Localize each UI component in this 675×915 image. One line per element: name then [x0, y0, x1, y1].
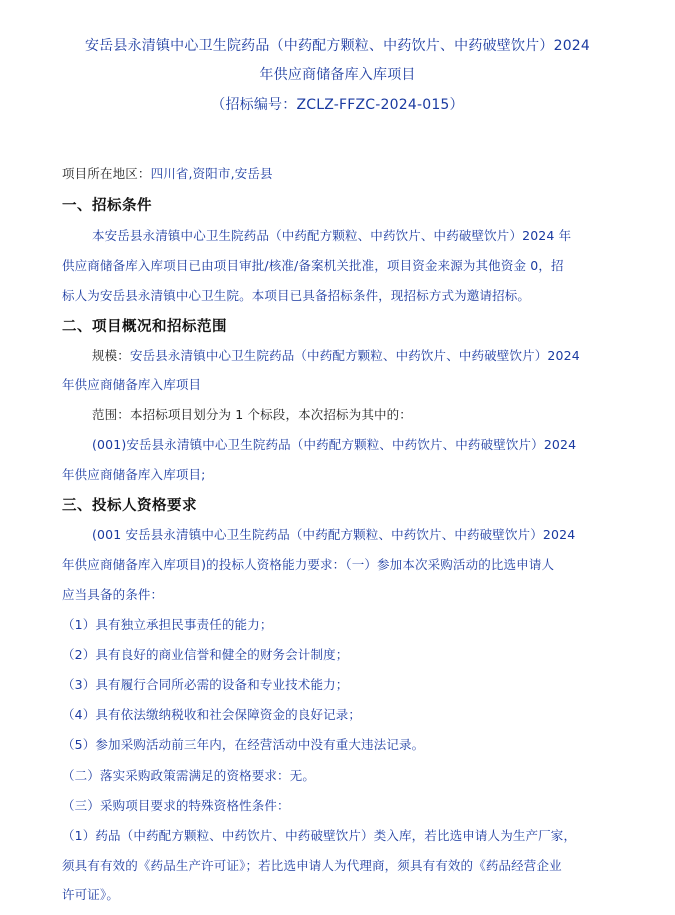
requirement-item: （1）具有独立承担民事责任的能力； [62, 617, 273, 632]
requirement-item: （2）具有良好的商业信誉和健全的财务会计制度； [62, 647, 349, 662]
requirement-item: （二）落实采购政策需满足的资格要求：无。 [62, 768, 316, 783]
qualification-intro-line-3: 应当具备的条件： [62, 587, 164, 602]
scale-line-2: 年供应商储备库入库项目 [62, 377, 202, 392]
requirement-item: （5）参加采购活动前三年内，在经营活动中没有重大违法记录。 [62, 737, 425, 752]
section-1-heading: 一、招标条件 [62, 198, 152, 214]
section-2-heading: 二、项目概况和招标范围 [62, 319, 227, 335]
location-value: 四川省,资阳市,安岳县 [150, 166, 273, 181]
scale-label: 规模： [92, 348, 130, 363]
section-1-line-3: 标人为安岳县永清镇中心卫生院。本项目已具备招标条件，现招标方式为邀请招标。 [62, 288, 531, 303]
section-1-line-2: 供应商储备库入库项目已由项目审批/核准/备案机关批准，项目资金来源为其他资金 0，招 [62, 258, 564, 273]
document-title-line-2: 年供应商储备库入库项目 [259, 67, 416, 83]
requirement-item: （4）具有依法缴纳税收和社会保障资金的良好记录； [62, 707, 362, 722]
requirement-item: （三）采购项目要求的特殊资格性条件： [62, 798, 290, 813]
lot-line-1: (001)安岳县永清镇中心卫生院药品（中药配方颗粒、中药饮片、中药破壁饮片）2024 [92, 437, 577, 452]
requirement-item: 许可证》。 [62, 887, 120, 902]
requirement-item: （3）具有履行合同所必需的设备和专业技术能力； [62, 677, 349, 692]
scope-line: 范围：本招标项目划分为 1 个标段，本次招标为其中的： [92, 407, 412, 422]
document-title-line-1: 安岳县永清镇中心卫生院药品（中药配方颗粒、中药饮片、中药破壁饮片）2024 [84, 38, 591, 54]
location-label: 项目所在地区： [62, 166, 151, 181]
scale-value: 安岳县永清镇中心卫生院药品（中药配方颗粒、中药饮片、中药破壁饮片）2024 [129, 348, 580, 363]
section-3-heading: 三、投标人资格要求 [62, 498, 197, 514]
qualification-intro-line-2: 年供应商储备库入库项目)的投标人资格能力要求：（一）参加本次采购活动的比选申请人 [62, 557, 555, 572]
requirement-item: （1）药品（中药配方颗粒、中药饮片、中药破壁饮片）类入库，若比选申请人为生产厂家， [62, 828, 577, 843]
section-1-line-1: 本安岳县永清镇中心卫生院药品（中药配方颗粒、中药饮片、中药破壁饮片）2024 年 [92, 228, 572, 243]
lot-line-2: 年供应商储备库入库项目; [62, 467, 206, 482]
scale-line-1 [92, 346, 580, 364]
tender-code: （招标编号：ZCLZ-FFZC-2024-015） [211, 97, 464, 113]
project-location [62, 164, 273, 182]
qualification-intro-line-1: (001 安岳县永清镇中心卫生院药品（中药配方颗粒、中药饮片、中药破壁饮片）2024 [92, 527, 576, 542]
requirement-item: 须具有有效的《药品生产许可证》；若比选申请人为代理商，须具有有效的《药品经营企业 [62, 858, 562, 873]
